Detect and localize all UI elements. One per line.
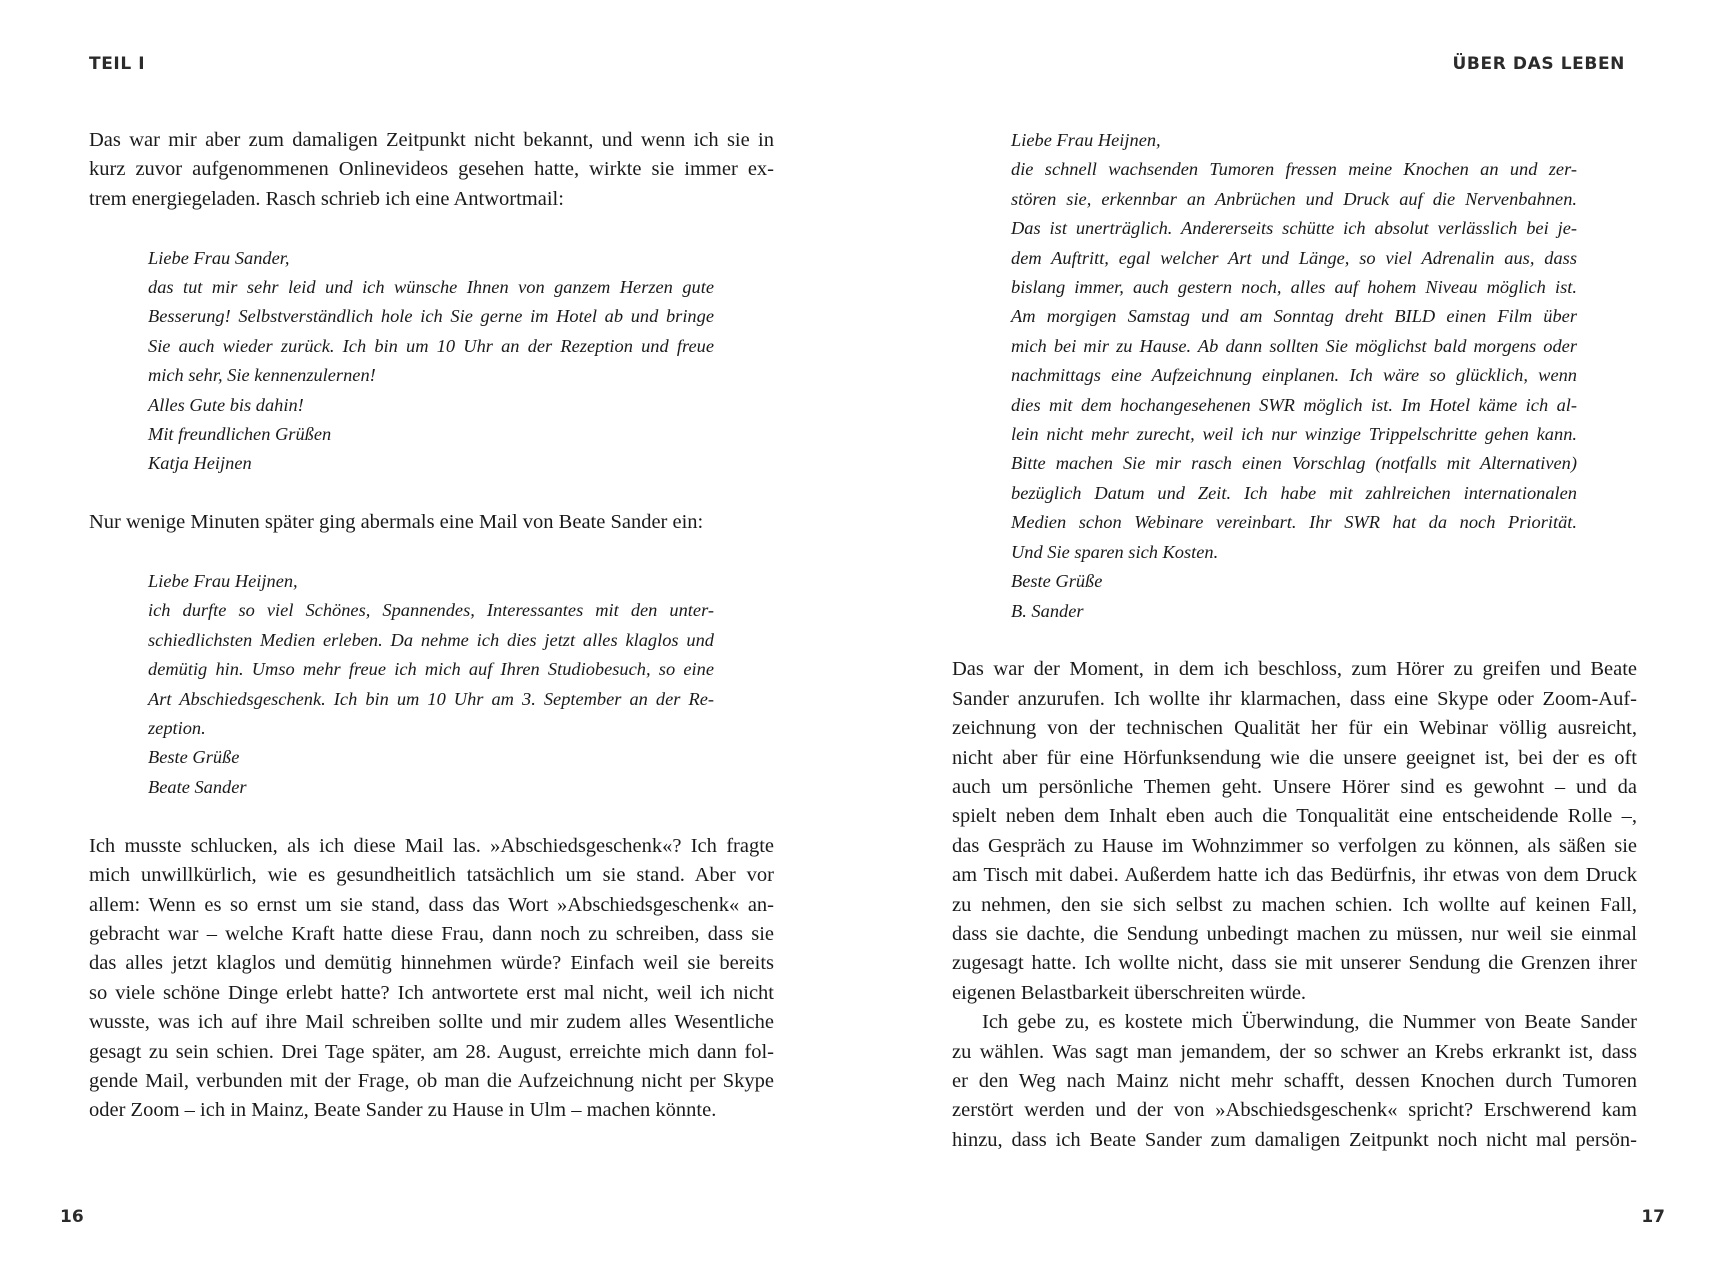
letter-line: Beste Grüße — [1011, 571, 1103, 592]
text-line: Das war der Moment, in dem ich beschloss, zum Hörer zu greifen und Beate — [952, 658, 1637, 681]
letter-line: schiedlichsten Medien erleben. Da nehme ich dies jetzt alles klaglos und — [148, 629, 714, 650]
text-line: auch um persönliche Themen geht. Unsere Hörer sind es gewohnt – und da — [952, 775, 1637, 798]
left-body-text — [89, 126, 774, 1126]
letter-line: Alles Gute bis dahin! — [148, 394, 304, 415]
text-line: gende Mail, verbunden mit der Frage, ob man die Aufzeichnung nicht per Skype — [89, 1069, 774, 1092]
text-line: oder Zoom – ich in Mainz, Beate Sander zu Hause in Ulm – machen könnte. — [89, 1099, 717, 1122]
text-line: kurz zuvor aufgenommenen Onlinevideos gesehen hatte, wirkte sie immer ex- — [89, 158, 774, 181]
text-line: Ich musste schlucken, als ich diese Mail las. »Abschiedsgeschenk«? Ich fragte — [89, 834, 774, 857]
right-body-text — [952, 126, 1637, 1155]
running-head-left: TEIL I — [89, 54, 146, 74]
text-line: das alles jetzt klaglos und demütig hinnehmen würde? Einfach weil sie bereits — [89, 952, 774, 975]
text-line: Sander anzurufen. Ich wollte ihr klarmachen, dass eine Skype oder Zoom-Auf- — [952, 687, 1637, 710]
running-head-right: ÜBER DAS LEBEN — [1452, 54, 1625, 74]
letter-line: Und Sie sparen sich Kosten. — [1011, 541, 1219, 562]
email-beate-sander-1 — [89, 567, 714, 802]
letter-line: dies mit dem hochangesehenen SWR möglich ist. Im Hotel käme ich al- — [1011, 394, 1577, 415]
letter-line: Mit freundlichen Grüßen — [148, 424, 332, 445]
letter-line: bezüglich Datum und Zeit. Ich habe mit zahlreichen internationalen — [1011, 482, 1577, 503]
text-line: so viele schöne Dinge erlebt hatte? Ich antwortete erst mal nicht, weil ich nicht — [89, 981, 774, 1004]
letter-line: Liebe Frau Heijnen, — [1011, 130, 1161, 150]
page-number-left: 16 — [60, 1207, 84, 1227]
text-line: Nur wenige Minuten später ging abermals eine Mail von Beate Sander ein: — [89, 511, 704, 534]
page-number-right: 17 — [1641, 1207, 1665, 1227]
letter-line: mich sehr, Sie kennenzulernen! — [148, 365, 376, 386]
letter-line: Art Abschiedsgeschenk. Ich bin um 10 Uhr am 3. September an der Re- — [148, 688, 714, 709]
letter-line: das tut mir sehr leid und ich wünsche Ihnen von ganzem Herzen gute — [148, 277, 714, 298]
text-line: mich unwillkürlich, wie es gesundheitlich tatsächlich um sie stand. Aber vor — [89, 864, 774, 887]
left-page — [0, 0, 856, 1270]
paragraph-3 — [89, 832, 774, 1126]
letter-line: nachmittags eine Aufzeichnung einplanen. Ich wäre so glücklich, wenn — [1011, 365, 1577, 386]
text-line: zu nehmen, den sie sich selbst zu machen schien. Ich wollte auf keinen Fall, — [952, 893, 1637, 916]
letter-line: Besserung! Selbstverständlich hole ich Sie gerne im Hotel ab und bringe — [148, 306, 714, 327]
letter-line: Sie auch wieder zurück. Ich bin um 10 Uhr an der Rezeption und freue — [148, 335, 714, 356]
letter-line: Beate Sander — [148, 776, 247, 797]
text-line: er den Weg nach Mainz nicht mehr schafft, dessen Knochen durch Tumoren — [952, 1069, 1637, 1092]
letter-line: Liebe Frau Sander, — [148, 247, 290, 268]
paragraph-2 — [89, 508, 774, 537]
paragraph-5 — [952, 1008, 1637, 1155]
text-line: allem: Wenn es so ernst um sie stand, dass das Wort »Abschiedsgeschenk« an- — [89, 893, 774, 916]
text-line: wusste, was ich auf ihre Mail schreiben sollte und mir zudem alles Wesentliche — [89, 1011, 774, 1034]
text-line: zu wählen. Was sagt man jemandem, der so schwer an Krebs erkrankt ist, dass — [952, 1040, 1637, 1063]
letter-line: demütig hin. Umso mehr freue ich mich auf Ihren Studiobesuch, so eine — [148, 659, 714, 680]
text-line: gebracht war – welche Kraft hatte diese Frau, dann noch zu schreiben, dass sie — [89, 922, 774, 945]
letter-line: Liebe Frau Heijnen, — [148, 571, 298, 592]
text-line: am Tisch mit dabei. Außerdem hatte ich das Bedürfnis, ihr etwas von dem Druck — [952, 864, 1637, 887]
paragraph-1 — [89, 126, 774, 214]
text-line: Ich gebe zu, es kostete mich Überwindung, die Nummer von Beate Sander — [982, 1011, 1637, 1034]
text-line: zugesagt hatte. Ich wollte nicht, dass sie mit unserer Sendung die Grenzen ihrer — [952, 952, 1637, 975]
text-line: nicht aber für eine Hörfunksendung wie die unsere geeignet ist, bei der es oft — [952, 746, 1637, 769]
paragraph-4 — [952, 655, 1637, 1008]
text-line: hinzu, dass ich Beate Sander zum damaligen Zeitpunkt noch nicht mal persön- — [952, 1128, 1637, 1151]
letter-line: Am morgigen Samstag und am Sonntag dreht BILD einen Film über — [1011, 306, 1577, 327]
letter-line: Katja Heijnen — [148, 453, 252, 474]
letter-line: die schnell wachsenden Tumoren fressen meine Knochen an und zer- — [1011, 159, 1577, 180]
letter-line: zeption. — [148, 718, 206, 739]
letter-line: Das ist unerträglich. Andererseits schütte ich absolut verlässlich bei je- — [1011, 218, 1577, 239]
email-beate-sander-2 — [952, 126, 1577, 626]
text-line: spielt neben dem Inhalt eben auch die Tonqualität eine entscheidende Rolle –, — [952, 805, 1637, 828]
text-line: das Gespräch zu Hause im Wohnzimmer so verfolgen zu können, als säßen sie — [952, 834, 1637, 857]
letter-line: Bitte machen Sie mir rasch einen Vorschlag (notfalls mit Alternativen) — [1011, 453, 1577, 474]
text-line: eigenen Belastbarkeit überschreiten würde. — [952, 981, 1307, 1004]
text-line: zeichnung von der technischen Qualität her für ein Webinar völlig ausreicht, — [952, 717, 1637, 740]
email-reply-katja — [89, 244, 714, 479]
right-page — [857, 0, 1713, 1270]
letter-line: dem Auftritt, egal welcher Art und Länge, so viel Adrenalin aus, dass — [1011, 247, 1577, 268]
text-line: trem energiegeladen. Rasch schrieb ich eine Antwortmail: — [89, 187, 564, 210]
letter-line: Medien schon Webinare vereinbart. Ihr SWR hat da noch Priorität. — [1011, 512, 1577, 533]
text-line: dass sie dachte, die Sendung unbedingt machen zu müssen, nur weil sie einmal — [952, 922, 1637, 945]
letter-line: Beste Grüße — [148, 747, 240, 768]
text-line: zerstört werden und der von »Abschiedsgeschenk« spricht? Erschwerend kam — [952, 1099, 1637, 1122]
letter-line: lein nicht mehr zurecht, weil ich nur winzige Trippelschritte gehen kann. — [1011, 424, 1577, 445]
letter-line: B. Sander — [1011, 600, 1084, 621]
letter-line: mich bei mir zu Hause. Ab dann sollten Sie möglichst bald morgens oder — [1011, 335, 1577, 356]
letter-line: bislang immer, auch gestern noch, alles auf hohem Niveau möglich ist. — [1011, 277, 1577, 298]
text-line: gesagt zu sein schien. Drei Tage später, am 28. August, erreichte mich dann fol- — [89, 1040, 774, 1063]
letter-line: stören sie, erkennbar an Anbrüchen und Druck auf die Nervenbahnen. — [1011, 188, 1577, 209]
text-line: Das war mir aber zum damaligen Zeitpunkt nicht bekannt, und wenn ich sie in — [89, 129, 774, 151]
letter-line: ich durfte so viel Schönes, Spannendes, Interessantes mit den unter- — [148, 600, 714, 621]
